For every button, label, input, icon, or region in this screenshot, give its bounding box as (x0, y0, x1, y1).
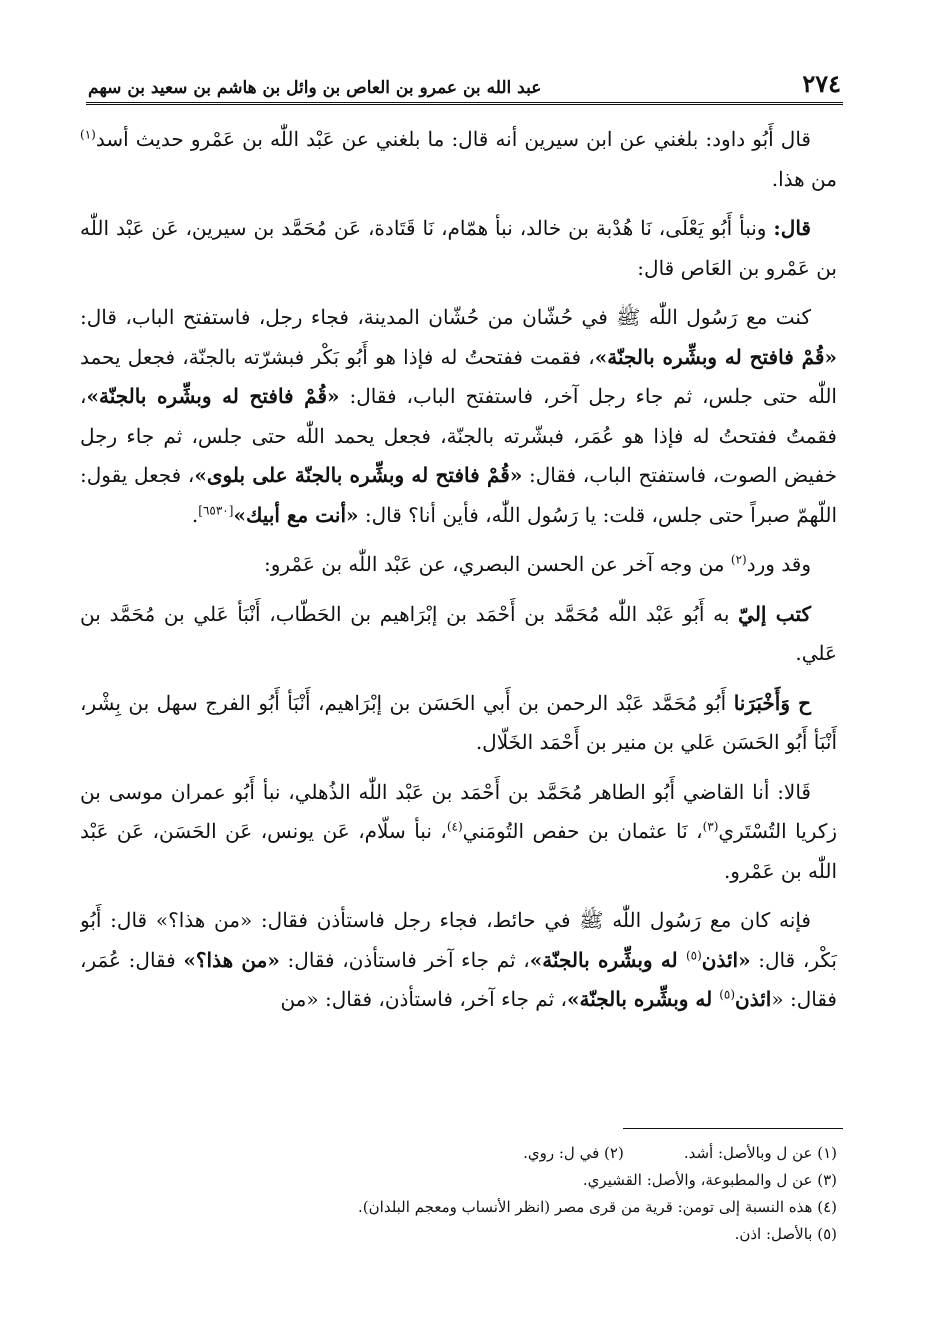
paragraph-4 (80, 545, 837, 585)
paragraph-7 (80, 773, 837, 892)
paragraph-text: قَالا: أنا القاضي أَبُو الطاهر مُحَمَّد بن أَحْمَد بن عَبْد اللّٰه الذُهلي، نبأ أَبُو عمران موسى بن زكريا التُسْتَري (80, 779, 837, 843)
quote-text: «قُمْ فافتح له وبشِّره بالجنّة» (86, 384, 340, 408)
header-rule (86, 102, 843, 105)
footnote-ref: (٢) (730, 552, 747, 567)
quote-text: «ائذن (701, 947, 751, 972)
paragraph-text: وقد ورد (746, 552, 811, 576)
paragraph-text: ، فقمتُ ففتحتُ له فإذا هو عُمَر، فبشّرته بالجنّة، فجعل يحمد اللّٰه حتى جلس، ثم جاء رجل خفيض الصوت، فاستفتح الباب، فقال: (80, 384, 837, 487)
paragraph-6 (80, 684, 837, 763)
quote-text: ائذن (735, 987, 772, 1011)
quote-text: «قُمْ فافتح له وبشِّره بالجنّة على بلوى» (194, 463, 523, 487)
paragraph-text: . (191, 502, 199, 527)
footnote-row (80, 1140, 837, 1167)
footnote-1: (١) عن ل وبالأصل: أشد. (683, 1144, 837, 1162)
quote-text: له وبشِّره بالجنّة» (567, 987, 720, 1011)
paragraph-text: قال أَبُو داود: بلغني عن ابن سيرين أنه قال: ما بلغني عن عَبْد اللّٰه بن عَمْرو حديث أسد (95, 127, 811, 151)
quote-text: «أنت مع أبيك» (233, 502, 359, 527)
paragraph-text: ، نبأ سلّام، عَن يونس، عَن الحَسَن، عَن عَبْد اللّٰه بن عَمْرو. (80, 819, 837, 883)
quote-text: «من هذا؟» (183, 947, 280, 972)
running-title: عبد الله بن عمرو بن العاص بن وائل بن هاشم بن سعيد بن سهم (88, 78, 542, 98)
paragraph-text: ، ثم جاء آخر، فاستأذن، فقال: «من (280, 987, 567, 1011)
footnote-ref: (١) (80, 127, 96, 142)
footnote-3: (٣) عن ل والمطبوعة، والأصل: القشيري. (582, 1171, 837, 1189)
paragraph-lead: كتب إليّ (738, 601, 811, 626)
main-text (80, 120, 837, 1208)
footnote-ref: (٥) (719, 987, 736, 1002)
paragraph-text: به أَبُو عَبْد اللّٰه مُحَمَّد بن أَحْمَد بن إبْرَاهيم بن الحَطّاب، أَنْبَأ عَلي بن مُحَمَّد بن عَلي. (80, 601, 837, 665)
paragraph-5 (80, 595, 837, 674)
paragraph-lead: ح وَأَخْبَرَنا (733, 690, 811, 715)
paragraph-text: من وجه آخر عن الحسن البصري، عن عَبْد اللّٰه بن عَمْرو: (264, 552, 731, 576)
paragraph-1 (80, 120, 837, 199)
paragraph-text: ، نَا عثمان بن حفص التُومَني (462, 819, 703, 843)
footnote-5: (٥) بالأصل: اذن. (734, 1225, 837, 1243)
quote-text: له وبشِّره بالجنّة» (529, 947, 686, 972)
paragraph-text: ونبأ أَبُو يَعْلَى، نَا هُدْبة بن خالد، نبأ همّام، نَا قَتَادة، عَن مُحَمَّد بن سيرين، عَن عَبْد اللّٰه بن عَمْرو بن العَاص قال: (80, 216, 837, 280)
footnote-rule (623, 1128, 843, 1129)
paragraph-text: أَبُو مُحَمَّد عَبْد الرحمن بن أَبي الحَسَن بن إبْرَاهيم، أَنْبَأ أَبُو الفرج سهل بن بِشْر، أَنْبَأ أَبُو الحَسَن عَلي بن منير بن أَحْمَد الخَلّال. (80, 690, 837, 754)
paragraph-2 (80, 209, 837, 288)
footnote-ref: (٥) (685, 947, 702, 962)
footnote-ref: (٣) (702, 819, 719, 834)
quote-text: «قُمْ فافتح له وبشِّره بالجنّة» (594, 344, 837, 369)
paragraph-text: فإنه كان مع رَسُول اللّٰه ﷺ في حائط، فجاء رجل فاستأذن فقال: «من هذا؟» قال: أَبُو بَكْر، قال: (80, 908, 837, 972)
footnote-4: (٤) هذه النسبة إلى تومن: قرية من قرى مصر (انظر الأنساب ومعجم البلدان). (358, 1198, 837, 1216)
paragraph-text: ، فقمت ففتحتُ له فإذا هو أَبُو بَكْر فبشرّته بالجنّة، فجعل يحمد اللّٰه حتى جلس، ثم جاء رجل آخر، فاستفتح الباب، فقال: (80, 344, 837, 408)
paragraph-text: ، فجعل يقول: اللّهمّ صبراً حتى جلس، قلت: يا رَسُول اللّٰه، فأين أنا؟ قال: (80, 463, 837, 527)
page-header (88, 56, 841, 98)
paragraph-8 (80, 901, 837, 1020)
paragraph-3 (80, 298, 837, 535)
paragraph-text: ، ثم جاء آخر فاستأذن، فقال: (279, 947, 530, 972)
footnote-2: (٢) في ل: روي. (523, 1144, 624, 1162)
paragraph-text: كنت مع رَسُول اللّٰه ﷺ في حُشّان من حُشّان المدينة، فجاء رجل، فاستفتح الباب، قال: (80, 305, 811, 329)
paragraph-text: من هذا. (771, 166, 837, 191)
paragraph-lead: قال: (773, 216, 811, 240)
footnote-ref: (٤) (446, 819, 463, 834)
hadith-number: [٦٥٣٠] (198, 502, 234, 517)
page-number: ٢٧٤ (802, 69, 841, 98)
paragraph-text: فقال: عُمَر، فقال: « (80, 947, 837, 1011)
footnotes (80, 1140, 837, 1248)
